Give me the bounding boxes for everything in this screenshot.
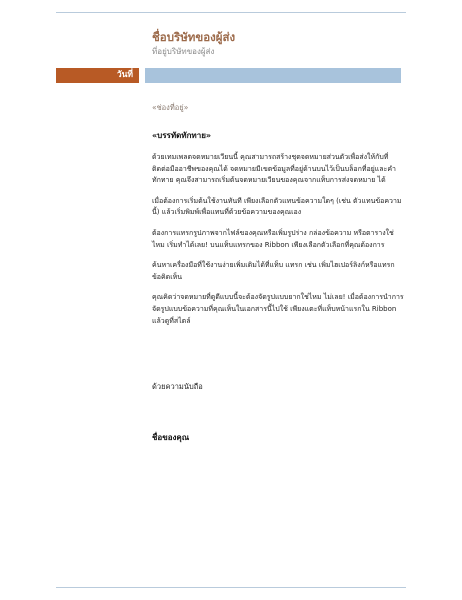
address-block-field[interactable]: «ช่องที่อยู่»	[152, 103, 189, 112]
letter-body	[152, 152, 406, 336]
greeting-line-field[interactable]: «บรรทัดทักทาย»	[152, 131, 212, 140]
date-accent-bar	[145, 68, 401, 83]
closing-line[interactable]: ด้วยความนับถือ	[152, 382, 203, 391]
body-paragraph[interactable]: ด้วยเทมเพลตจดหมายเวียนนี้ คุณสามารถสร้างชุดจดหมายส่วนตัวเพื่อส่งให้กับที่ติดต่อมืออาชีพของคุณได้ จดหมายมีเขตข้อมูลที่อยู่ด้านบนไว้เป็นบล็อกที่อยู่และคำทักทาย คุณจึงสามารถเริ่มต้นจดหมายเวียนของคุณจากแท็บการส่งจดหมาย ได้	[152, 153, 396, 185]
sender-company-address[interactable]: ที่อยู่บริษัทของผู้ส่ง	[152, 47, 215, 56]
body-paragraph[interactable]: คุณคิดว่าจดหมายที่ดูดีแบบนี้จะต้องจัดรูปแบบยากใช่ไหม ไม่เลย! เมื่อต้องการนำการจัดรูปแบบข้อความที่คุณเห็นในเอกสารนี้ไปใช้ เพียงแตะที่แท็บหน้าแรกใน Ribbon แล้วดูที่สไตล์	[152, 293, 404, 325]
bottom-divider	[56, 587, 406, 588]
sender-company-name[interactable]: ชื่อบริษัทของผู้ส่ง	[152, 30, 236, 44]
body-paragraph[interactable]: เมื่อต้องการเริ่มต้นใช้งานทันที เพียงเลือกตัวแทนข้อความใดๆ (เช่น ตัวแทนข้อความนี้) แล้วเริ่มพิมพ์เพื่อแทนที่ด้วยข้อความของคุณเอง	[152, 196, 402, 217]
body-paragraph[interactable]: ค้นหาเครื่องมือที่ใช้งานง่ายเพิ่มเติมได้ที่แท็บ แทรก เช่น เพิ่มไฮเปอร์ลิงก์หรือแทรกข้อคิดเห็น	[152, 261, 395, 281]
signature-name[interactable]: ชื่อของคุณ	[152, 433, 190, 442]
date-field[interactable]: วันที่	[56, 68, 139, 83]
body-paragraph[interactable]: ต้องการแทรกรูปภาพจากไฟล์ของคุณหรือเพิ่มรูปร่าง กล่องข้อความ หรือตารางใช่ไหม เริ่มทำได้เลย! บนแท็บแทรกของ Ribbon เพียงเลือกตัวเลือกที่คุณต้องการ	[152, 228, 394, 249]
top-divider	[56, 12, 406, 13]
